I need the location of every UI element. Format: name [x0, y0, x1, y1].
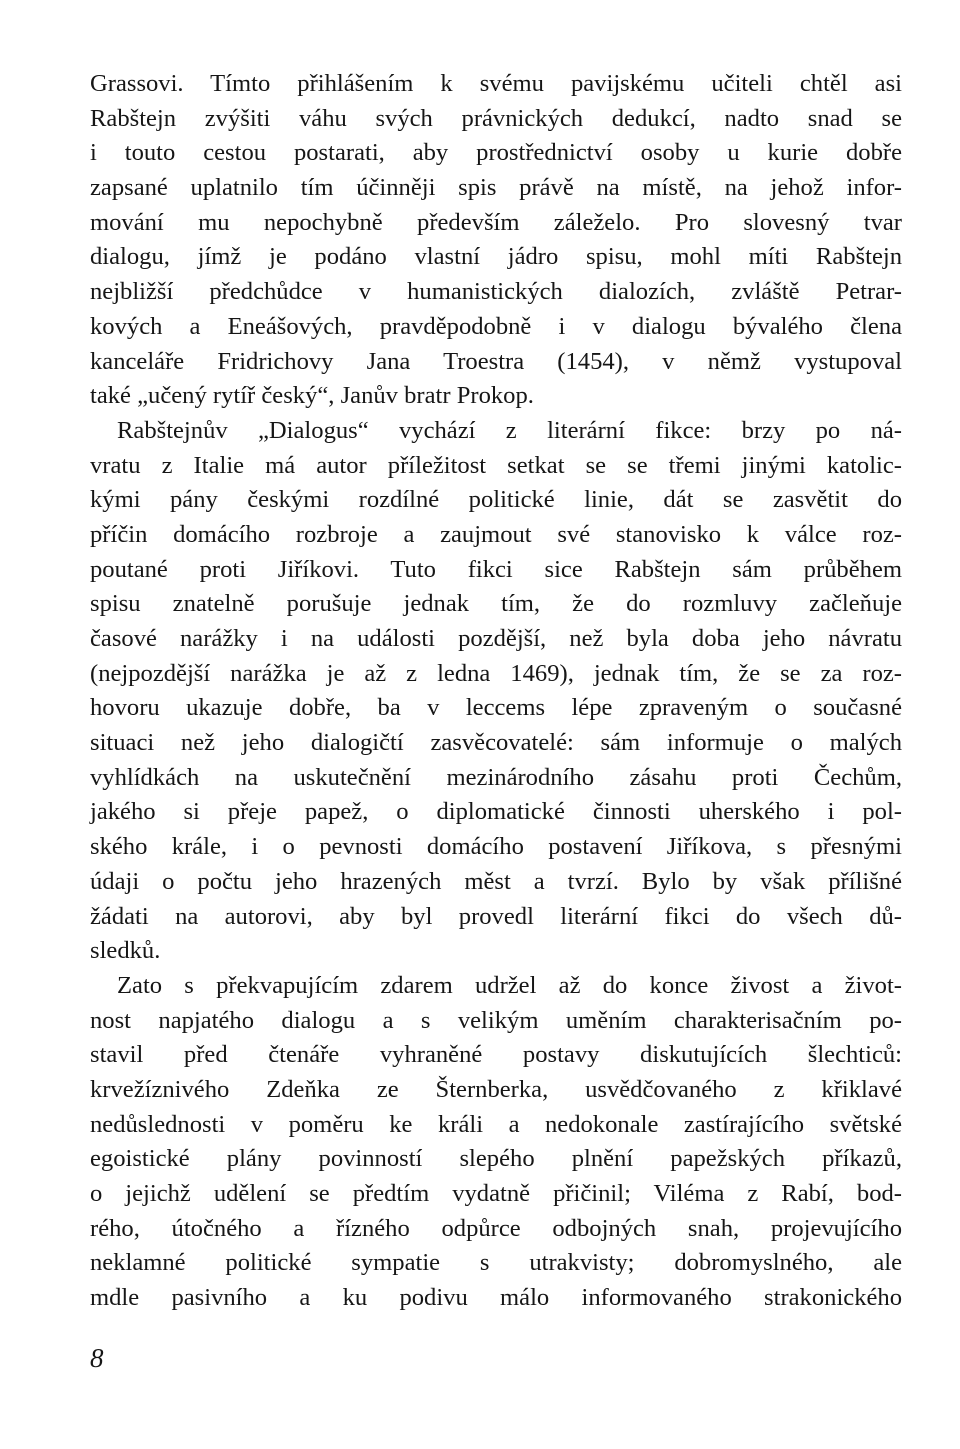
text-line: mdle pasivního a ku podivu málo informovaného strakonického: [90, 1284, 902, 1312]
paragraph-2: [90, 414, 902, 969]
text-line: poutané proti Jiříkovi. Tuto fikci sice Rabštejn sám průběhem: [90, 555, 902, 583]
text-line: sledků.: [90, 937, 161, 965]
text-line: jakého si přeje papež, o diplomatické činnosti uherského i pol-: [90, 798, 902, 826]
text-line: údaji o počtu jeho hrazených měst a tvrzí. Bylo by však přílišné: [90, 867, 902, 895]
text-line: Grassovi. Tímto přihlášením k svému pavijskému učiteli chtěl asi: [90, 70, 902, 97]
text-line: nedůslednosti v poměru ke králi a nedokonale zastírajícího světské: [90, 1110, 902, 1138]
text-line: kanceláře Fridrichovy Jana Troestra (1454), v němž vystupoval: [90, 347, 902, 375]
text-line: Rabštejn zvýšiti váhu svých právnických dedukcí, nadto snad se: [90, 104, 902, 132]
text-line: hovoru ukazuje dobře, ba v leccems lépe zpraveným o současné: [90, 694, 902, 722]
paragraph-1: [90, 67, 902, 414]
text-line: kových a Eneášových, pravděpodobně i v dialogu bývalého člena: [90, 312, 902, 340]
text-line: vyhlídkách na uskutečnění mezinárodního zásahu proti Čechům,: [90, 763, 902, 791]
text-line: rého, útočného a řízného odpůrce odbojných snah, projevujícího: [90, 1214, 902, 1242]
text-line: Zato s překvapujícím zdarem udržel až do konce živost a život-: [117, 971, 902, 999]
text-line: nost napjatého dialogu a s velikým uměním charakterisačním po-: [90, 1006, 902, 1034]
text-line: i touto cestou postarati, aby prostřednictví osoby u kurie dobře: [90, 139, 902, 167]
text-line: neklamné politické sympatie s utrakvisty; dobromyslného, ale: [90, 1249, 902, 1277]
text-line: příčin domácího rozbroje a zaujmout své stanovisko k válce roz-: [90, 520, 902, 548]
page-number: 8: [90, 1343, 104, 1373]
text-line: stavil před čtenáře vyhraněné postavy diskutujících šlechticů:: [90, 1041, 902, 1069]
text-line: situaci než jeho dialogičtí zasvěcovatelé: sám informuje o malých: [90, 729, 902, 757]
paragraph-3: [90, 969, 902, 1316]
text-line: také „učený rytíř český“, Janův bratr Prokop.: [90, 382, 534, 410]
text-line: nejbližší předchůdce v humanistických dialozích, zvláště Petrar-: [90, 278, 902, 306]
text-line: (nejpozdější narážka je až z ledna 1469), jednak tím, že se za roz-: [90, 659, 902, 687]
text-line: Rabštejnův „Dialogus“ vychází z literární fikce: brzy po ná-: [117, 416, 902, 444]
text-line: kými pány českými rozdílné politické linie, dát se zasvětit do: [90, 486, 902, 514]
text-line: mování mu nepochybně především záleželo. Pro slovesný tvar: [90, 208, 902, 236]
text-line: zapsané uplatnilo tím účinněji spis právě na místě, na jehož infor-: [90, 174, 902, 202]
text-line: spisu znatelně porušuje jednak tím, že do rozmluvy začleňuje: [90, 590, 902, 618]
text-line: egoistické plány povinností slepého plnění papežských příkazů,: [90, 1145, 902, 1173]
text-line: o jejichž udělení se předtím vydatně přičinil; Viléma z Rabí, bod-: [90, 1180, 902, 1207]
text-line: dialogu, jímž je podáno vlastní jádro spisu, mohl míti Rabštejn: [90, 243, 902, 271]
text-line: krvežíznivého Zdeňka ze Šternberka, usvědčovaného z křiklavé: [90, 1075, 902, 1103]
text-line: časové narážky i na události pozdější, než byla doba jeho návratu: [90, 625, 902, 652]
text-line: žádati na autorovi, aby byl provedl literární fikci do všech dů-: [90, 902, 902, 930]
text-line: ského krále, i o pevnosti domácího postavení Jiříkova, s přesnými: [90, 833, 902, 861]
page-body: [90, 67, 902, 1316]
text-line: vratu z Italie má autor příležitost setkat se se třemi jinými katolic-: [90, 451, 902, 479]
